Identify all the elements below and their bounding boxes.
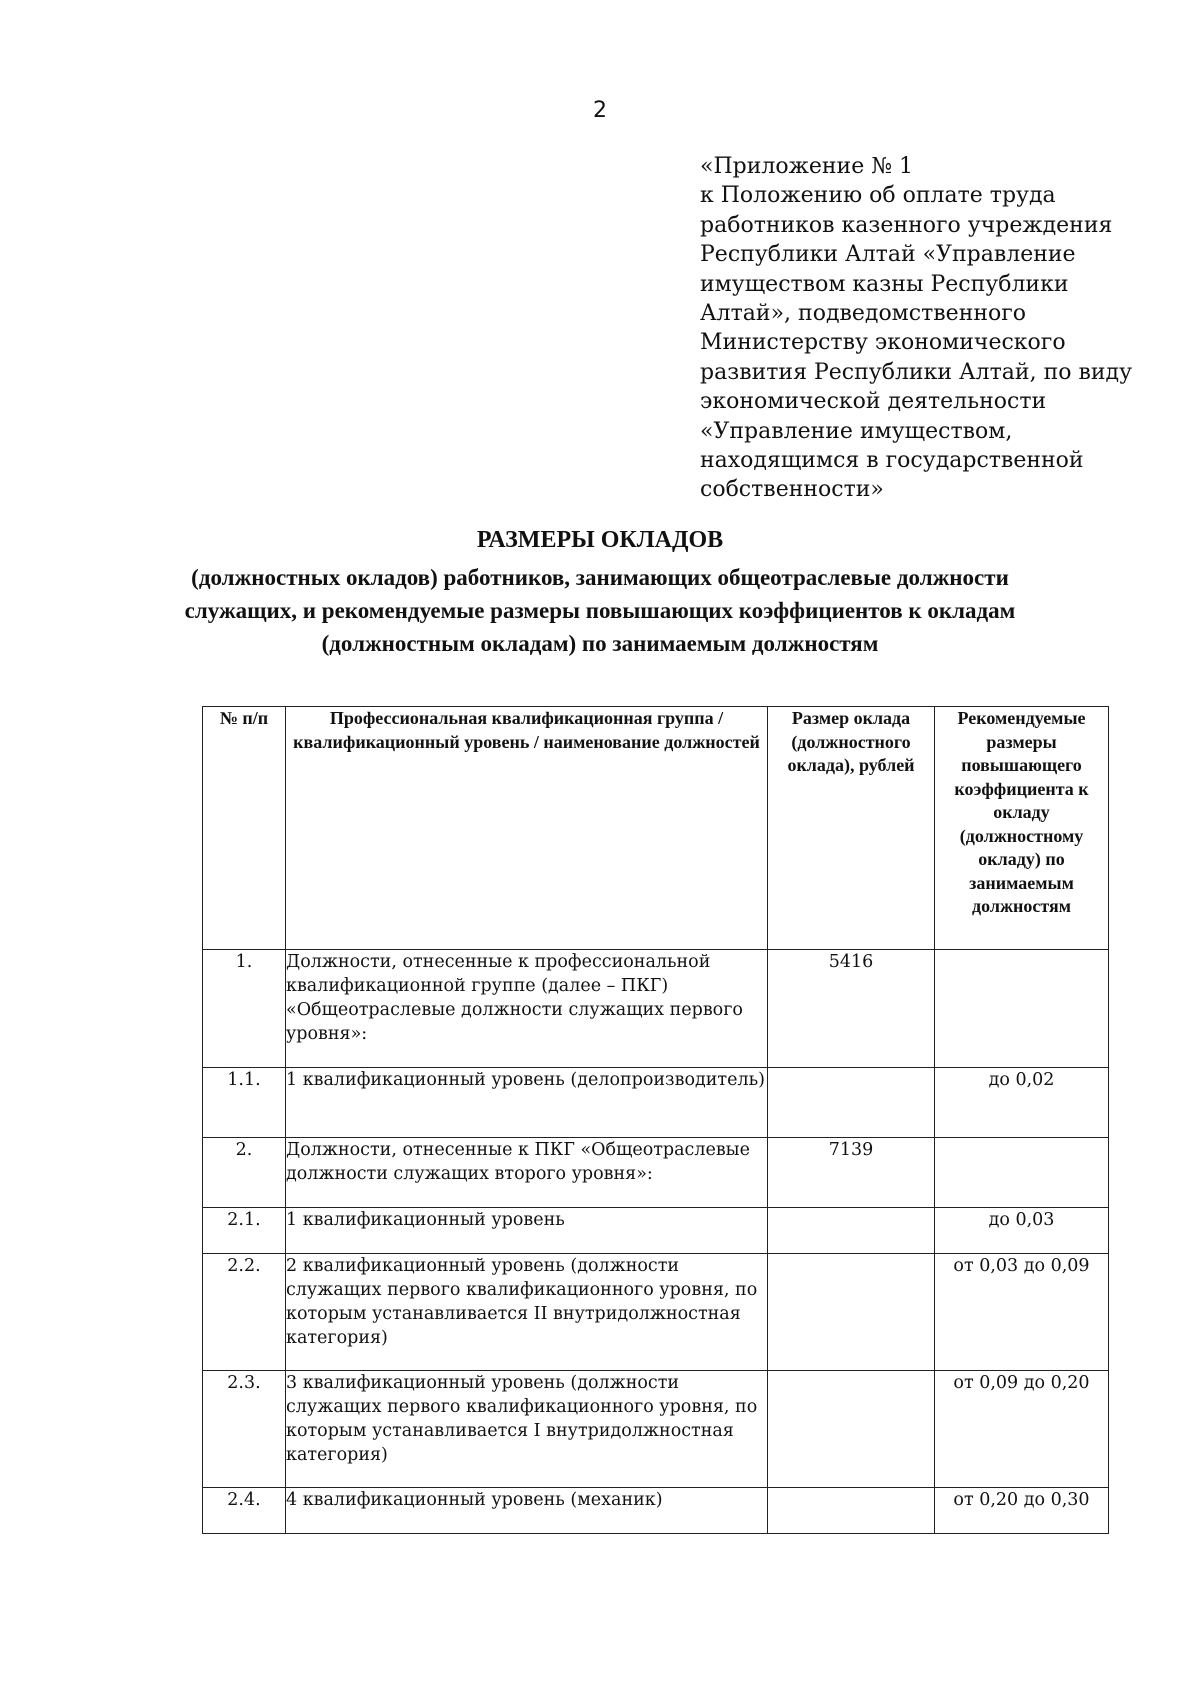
row-position: 2 квалификационный уровень (должности служащих первого квалификационного уровня, по которым устанавливается II внутридолжностная категория) [286, 1254, 768, 1371]
appendix-line: работников казенного учреждения [700, 212, 1113, 238]
table-row [203, 950, 1109, 1068]
appendix-line: экономической деятельности [700, 389, 1047, 415]
appendix-note [700, 152, 1170, 505]
row-coefficient: до 0,03 [935, 1208, 1109, 1254]
page-number: 2 [593, 98, 607, 123]
subtitle-line: (должностных окладов) работников, занимающих общеотраслевые должности [191, 565, 1009, 590]
row-salary [768, 1208, 935, 1254]
table-row [203, 1068, 1109, 1138]
subtitle-line: (должностным окладам) по занимаемым должностям [321, 631, 879, 656]
document-subtitle [0, 561, 1200, 660]
row-number: 1. [203, 950, 286, 1068]
row-salary: 7139 [768, 1138, 935, 1208]
table-header-row [203, 707, 1109, 950]
header-group: Профессиональная квалификационная группа / квалификационный уровень / наименование должностей [286, 707, 768, 950]
salary-table [202, 706, 1109, 1534]
row-number: 2. [203, 1138, 286, 1208]
row-number: 2.2. [203, 1254, 286, 1371]
appendix-line: «Приложение № 1 [700, 154, 914, 179]
row-salary [768, 1488, 935, 1534]
row-number: 2.3. [203, 1371, 286, 1488]
row-salary [768, 1371, 935, 1488]
appendix-line: имуществом казны Республики [700, 271, 1069, 297]
appendix-line: Республики Алтай «Управление [700, 242, 1076, 268]
row-coefficient [935, 1138, 1109, 1208]
table-row [203, 1138, 1109, 1208]
header-salary: Размер оклада (должностного оклада), рублей [768, 707, 935, 950]
table-row [203, 1208, 1109, 1254]
row-number: 1.1. [203, 1068, 286, 1138]
row-salary: 5416 [768, 950, 935, 1068]
row-salary [768, 1254, 935, 1371]
table-row [203, 1371, 1109, 1488]
row-coefficient: от 0,03 до 0,09 [935, 1254, 1109, 1371]
row-coefficient: от 0,09 до 0,20 [935, 1371, 1109, 1488]
subtitle-line: служащих, и рекомендуемые размеры повышающих коэффициентов к окладам [184, 598, 1016, 623]
row-position: 4 квалификационный уровень (механик) [286, 1488, 768, 1534]
table-row [203, 1254, 1109, 1371]
appendix-line: к Положению об оплате труда [700, 183, 1056, 209]
header-coefficient: Рекомендуемые размеры повышающего коэффициента к окладу (должностному окладу) по занимаемым должностям [935, 707, 1109, 950]
document-title: РАЗМЕРЫ ОКЛАДОВ [476, 527, 724, 553]
appendix-line: «Управление имуществом, [700, 418, 1013, 444]
row-salary [768, 1068, 935, 1138]
table-row [203, 1488, 1109, 1534]
appendix-line: развития Республики Алтай, по виду [700, 359, 1133, 385]
row-position: Должности, отнесенные к ПКГ «Общеотраслевые должности служащих второго уровня»: [286, 1138, 768, 1208]
appendix-line: находящимся в государственной [700, 448, 1084, 474]
row-position: Должности, отнесенные к профессиональной квалификационной группе (далее – ПКГ) «Общеотраслевые должности служащих первого уровня»: [286, 950, 768, 1068]
row-position: 1 квалификационный уровень [286, 1208, 768, 1254]
appendix-line: Алтай», подведомственного [700, 301, 1027, 327]
row-coefficient: от 0,20 до 0,30 [935, 1488, 1109, 1534]
header-number: № п/п [203, 707, 286, 950]
row-position: 3 квалификационный уровень (должности служащих первого квалификационного уровня, по которым устанавливается I внутридолжностная категория) [286, 1371, 768, 1488]
appendix-line: собственности» [700, 477, 884, 503]
row-number: 2.1. [203, 1208, 286, 1254]
row-number: 2.4. [203, 1488, 286, 1534]
appendix-line: Министерству экономического [700, 330, 1066, 356]
row-coefficient: до 0,02 [935, 1068, 1109, 1138]
row-coefficient [935, 950, 1109, 1068]
row-position: 1 квалификационный уровень (делопроизводитель) [286, 1068, 768, 1138]
